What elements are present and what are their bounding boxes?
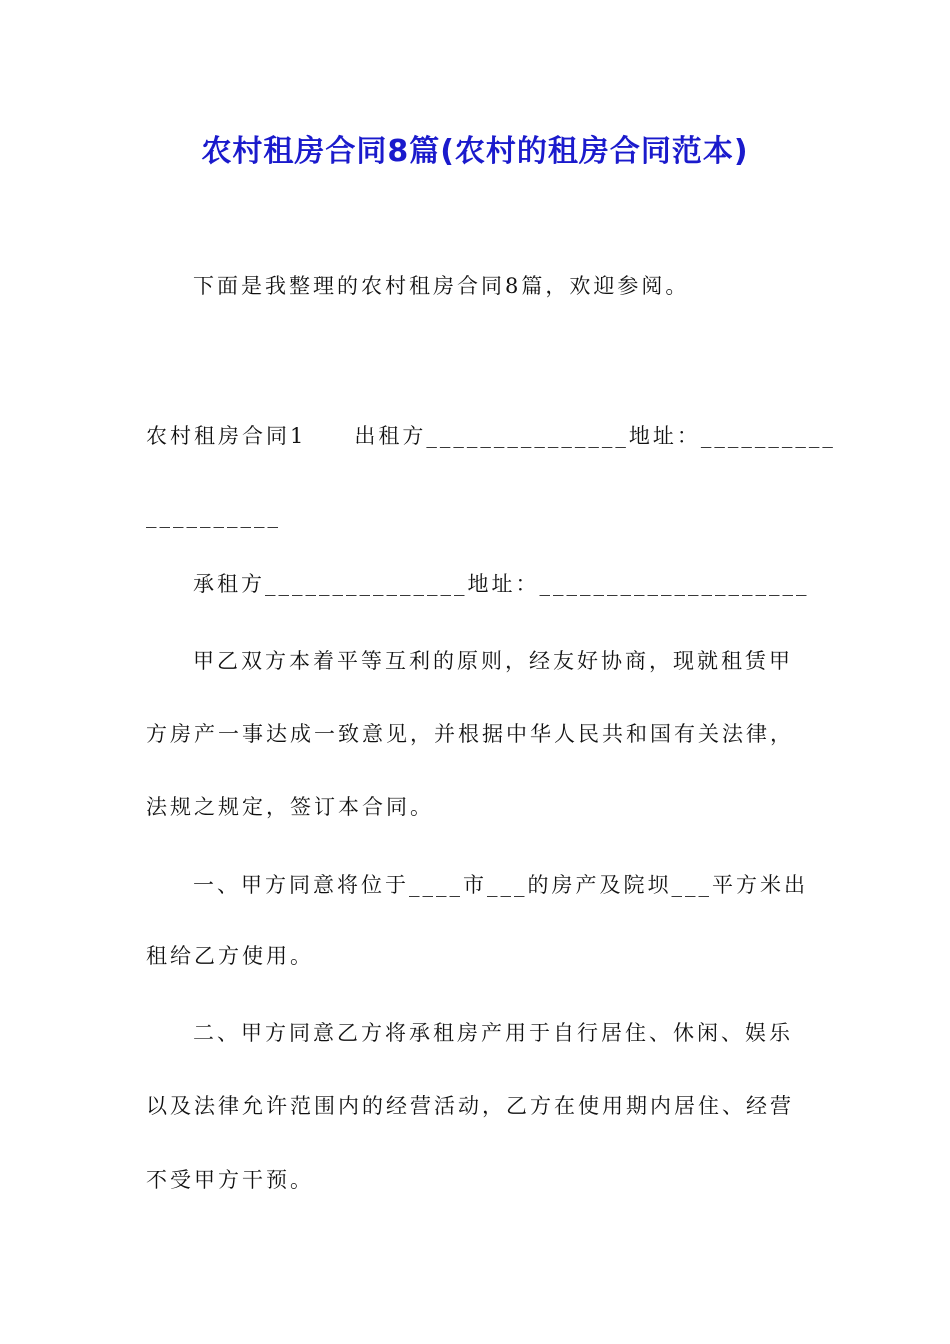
tenant-line: 承租方_______________地址：____________________ <box>193 572 810 596</box>
contract-heading-line: 农村租房合同1 出租方_______________地址：__________ <box>146 424 836 448</box>
page-title: 农村租房合同8篇(农村的租房合同范本) <box>201 134 749 169</box>
clause2-line3: 不受甲方干预。 <box>146 1168 314 1192</box>
clause2-line2: 以及法律允许范围内的经营活动，乙方在使用期内居住、经营 <box>146 1094 794 1118</box>
clause2-line1: 二、甲方同意乙方将承租房产用于自行居住、休闲、娱乐 <box>193 1021 793 1045</box>
para1-line3: 法规之规定，签订本合同。 <box>146 795 434 819</box>
para1-line2: 方房产一事达成一致意见，并根据中华人民共和国有关法律， <box>146 722 794 746</box>
heading-line-continuation: __________ <box>146 504 281 528</box>
para1-line1: 甲乙双方本着平等互利的原则，经友好协商，现就租赁甲 <box>193 649 793 673</box>
clause1-line1: 一、甲方同意将位于____市___的房产及院坝___平方米出 <box>193 873 808 897</box>
intro-text: 下面是我整理的农村租房合同8篇，欢迎参阅。 <box>193 274 690 298</box>
clause1-line2: 租给乙方使用。 <box>146 944 314 968</box>
